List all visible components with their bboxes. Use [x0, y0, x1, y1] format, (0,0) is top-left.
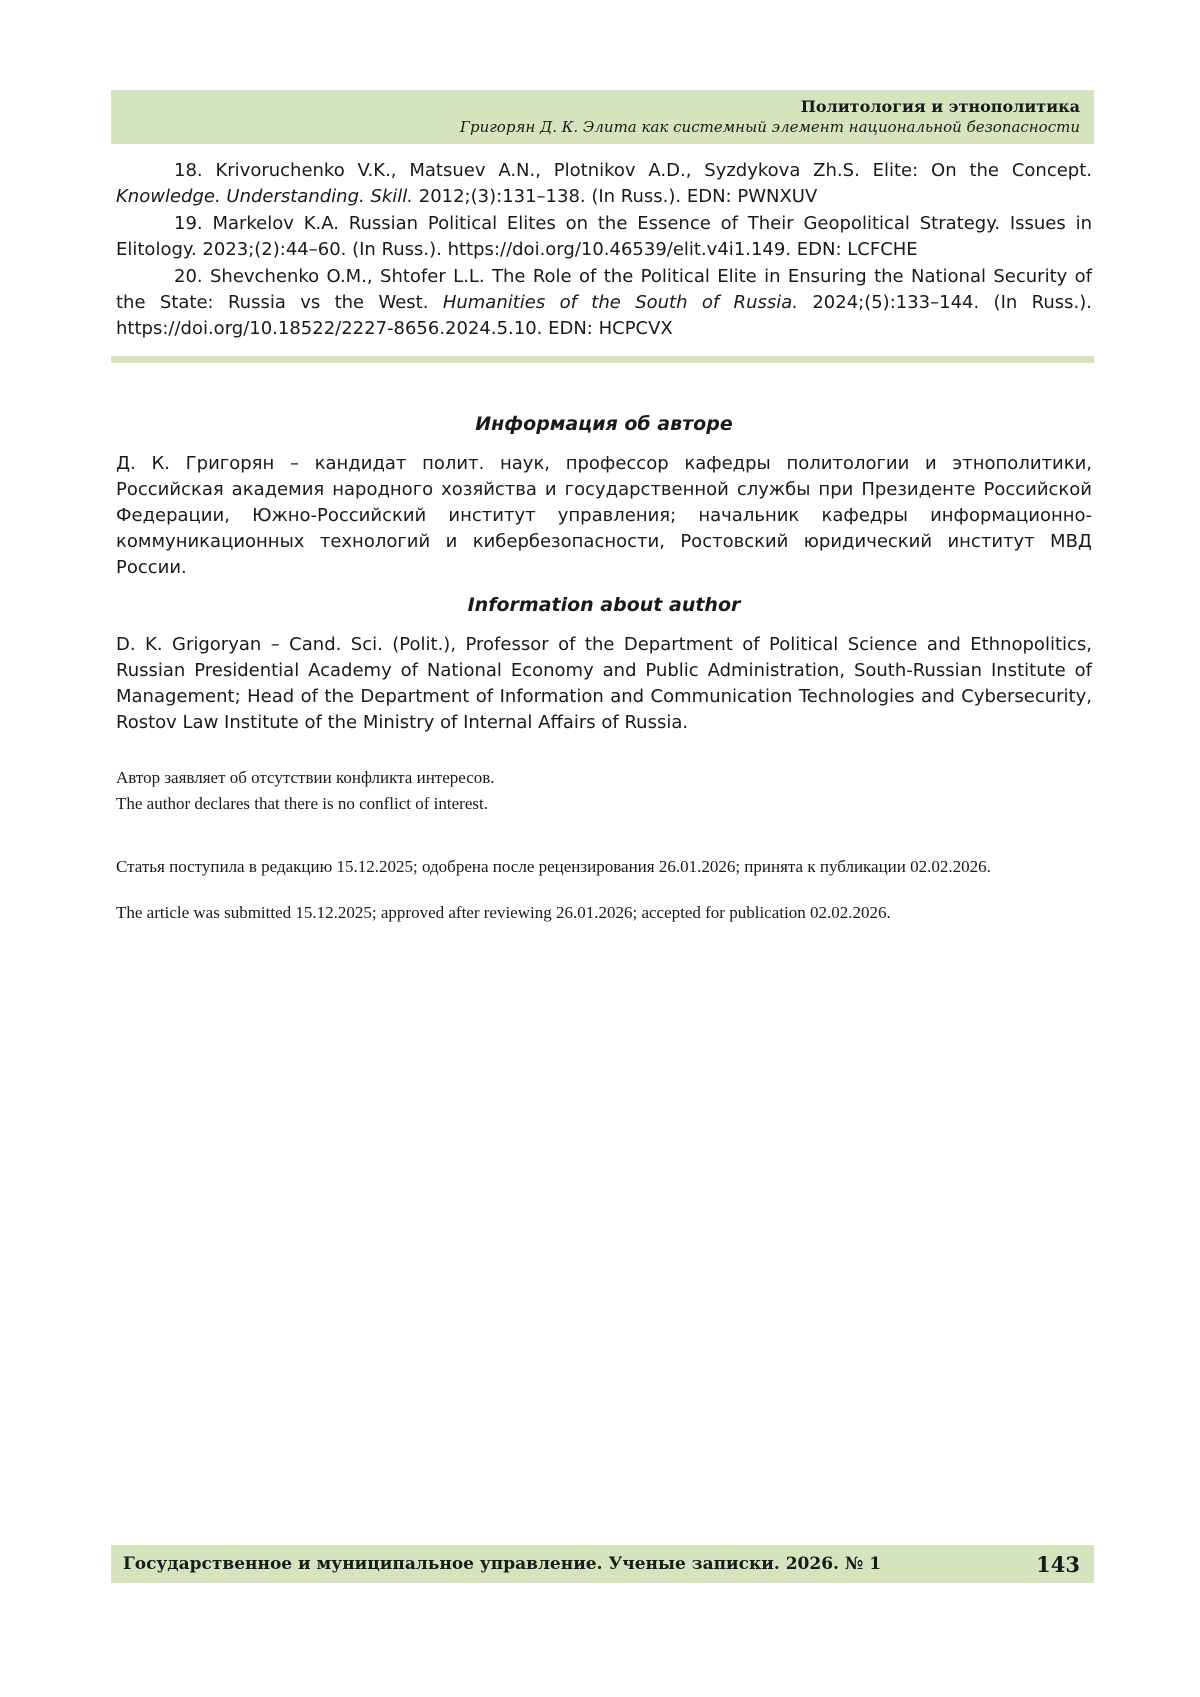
reference-tail: 2024;(5):133–144. (In Russ.). https://doi.org/10.18522/2227-8656.2024.5.10. EDN: HCPCVX: [116, 292, 1092, 339]
running-footer: [111, 1545, 1094, 1583]
reference-text: 19. Markelov K.A. Russian Political Elites on the Essence of Their Geopolitical Strategy. Issues in Elitology. 2023;(2):44–60. (In Russ.). https://doi.org/10.46539/elit.v4i1.149. EDN: LCFCHE: [116, 213, 1092, 260]
author-info-text-ru: Д. К. Григорян – кандидат полит. наук, профессор кафедры политологии и этнополитики, Российская академия народного хозяйства и государственной службы при Президенте Российской Федерации, Южно-Российский институт управления; начальник кафедры информационно-коммуникационных технологий и кибербезопасности, Ростовский юридический институт МВД России.: [116, 453, 1092, 578]
conflict-statement-ru: Автор заявляет об отсутствии конфликта интересов.: [116, 768, 495, 787]
reference-journal: Humanities of the South of Russia.: [442, 292, 798, 313]
author-info-text-en: D. K. Grigoryan – Cand. Sci. (Polit.), Professor of the Department of Political Science and Ethnopolitics, Russian Presidential Academy of National Economy and Public Administration, South-Russian Institute of Management; Head of the Department of Information and Communication Technologies and Cybersecurity, Rostov Law Institute of the Ministry of Internal Affairs of Russia.: [116, 634, 1092, 733]
reference-tail: 2012;(3):131–138. (In Russ.). EDN: PWNXUV: [413, 186, 818, 207]
reference-text: 18. Krivoruchenko V.K., Matsuev A.N., Plotnikov A.D., Syzdykova Zh.S. Elite: On the Concept.: [174, 160, 1092, 181]
submission-dates-en: The article was submitted 15.12.2025; approved after reviewing 26.01.2026; accepted for publication 02.02.2026.: [116, 903, 891, 922]
page-number: 143: [1036, 1551, 1080, 1577]
conflict-statement-en: The author declares that there is no conflict of interest.: [116, 794, 488, 813]
section-divider: [111, 356, 1094, 363]
reference-text: 20. Shevchenko O.M., Shtofer L.L. The Role of the Political Elite in Ensuring the National Security of the State: Russia vs the West.: [116, 266, 1092, 313]
author-info-heading-ru: Информация об авторе: [475, 413, 733, 435]
reference-item: [116, 211, 1092, 263]
footer-journal-title: Государственное и муниципальное управление. Ученые записки. 2026. № 1: [123, 1554, 882, 1574]
reference-item: [116, 264, 1092, 342]
reference-list: [116, 158, 1092, 343]
submission-dates-ru: Статья поступила в редакцию 15.12.2025; одобрена после рецензирования 26.01.2026; принята к публикации 02.02.2026.: [116, 857, 991, 876]
reference-item: [116, 158, 1092, 210]
header-section-title: Политология и этнополитика: [800, 97, 1080, 116]
author-info-heading-en: Information about author: [467, 594, 741, 616]
header-article-title: Григорян Д. К. Элита как системный элемент национальной безопасности: [460, 118, 1080, 136]
reference-journal: Knowledge. Understanding. Skill.: [116, 186, 414, 207]
running-header: [111, 90, 1094, 144]
